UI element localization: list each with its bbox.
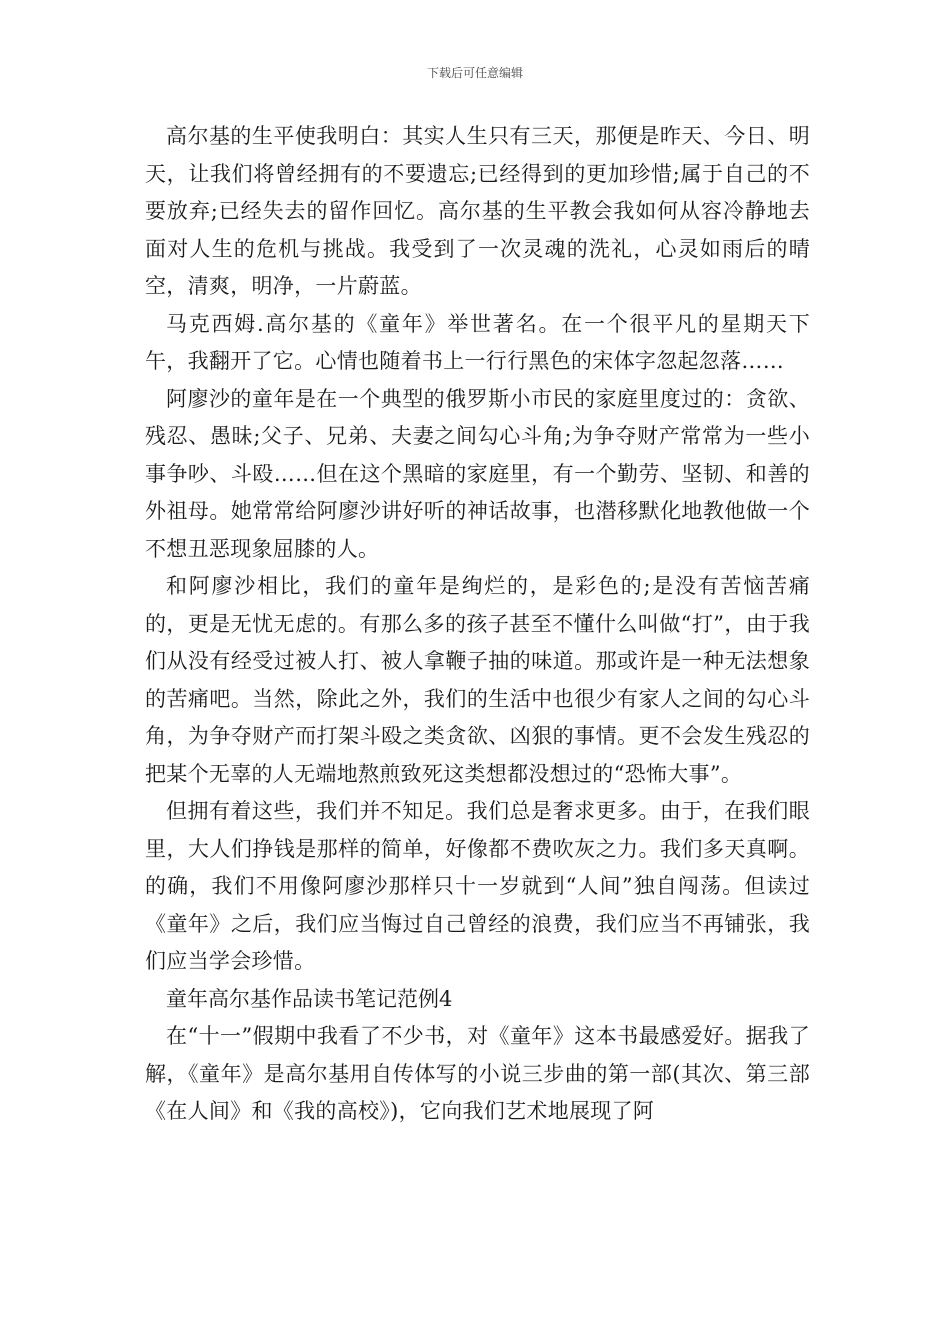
document-body — [145, 118, 810, 1131]
paragraph-5: 但拥有着这些，我们并不知足。我们总是奢求更多。由于，在我们眼里，大人们挣钱是那样的简单，好像都不费吹灰之力。我们多天真啊。的确，我们不用像阿廖沙那样只十一岁就到“人间”独自闯荡。但读过《童年》之后，我们应当悔过自己曾经的浪费，我们应当不再铺张，我们应当学会珍惜。 — [145, 799, 810, 973]
paragraph-1: 高尔基的生平使我明白：其实人生只有三天，那便是昨天、今日、明天，让我们将曾经拥有的不要遗忘;已经得到的更加珍惜;属于自己的不要放弃;已经失去的留作回忆。高尔基的生平教会我如何从容冷静地去面对人生的危机与挑战。我受到了一次灵魂的洗礼，心灵如雨后的晴空，清爽，明净，一片蔚蓝。 — [145, 124, 810, 298]
paragraph-4: 和阿廖沙相比，我们的童年是绚烂的，是彩色的;是没有苦恼苦痛的，更是无忧无虑的。有那么多的孩子甚至不懂什么叫做“打”，由于我们从没有经受过被人打、被人拿鞭子抽的味道。那或许是一种无法想象的苦痛吧。当然，除此之外，我们的生活中也很少有家人之间的勾心斗角，为争夺财产而打架斗殴之类贪欲、凶狠的事情。更不会发生残忍的把某个无辜的人无端地熬煎致死这类想都没想过的“恐怖大事”。 — [145, 574, 810, 786]
paragraph-3: 阿廖沙的童年是在一个典型的俄罗斯小市民的家庭里度过的：贪欲、残忍、愚昧;父子、兄弟、夫妻之间勾心斗角;为争夺财产常常为一些小事争吵、斗殴……但在这个黑暗的家庭里，有一个勤劳、坚韧、和善的外祖母。她常常给阿廖沙讲好听的神话故事，也潜移默化地教他做一个不想丑恶现象屈膝的人。 — [145, 386, 810, 561]
page-header: 下载后可任意编辑 — [426, 66, 523, 80]
paragraph-6: 在“十一”假期中我看了不少书，对《童年》这本书最感爱好。据我了解，《童年》是高尔基用自传体写的小说三步曲的第一部(其次、第三部《在人间》和《我的高校》)，它向我们艺术地展现了阿 — [145, 1024, 810, 1123]
paragraph-2: 马克西姆.高尔基的《童年》举世著名。在一个很平凡的星期天下午，我翻开了它。心情也随着书上一行行黑色的宋体字忽起忽落…… — [145, 311, 810, 373]
section-heading: 童年高尔基作品读书笔记范例4 — [166, 986, 453, 1011]
